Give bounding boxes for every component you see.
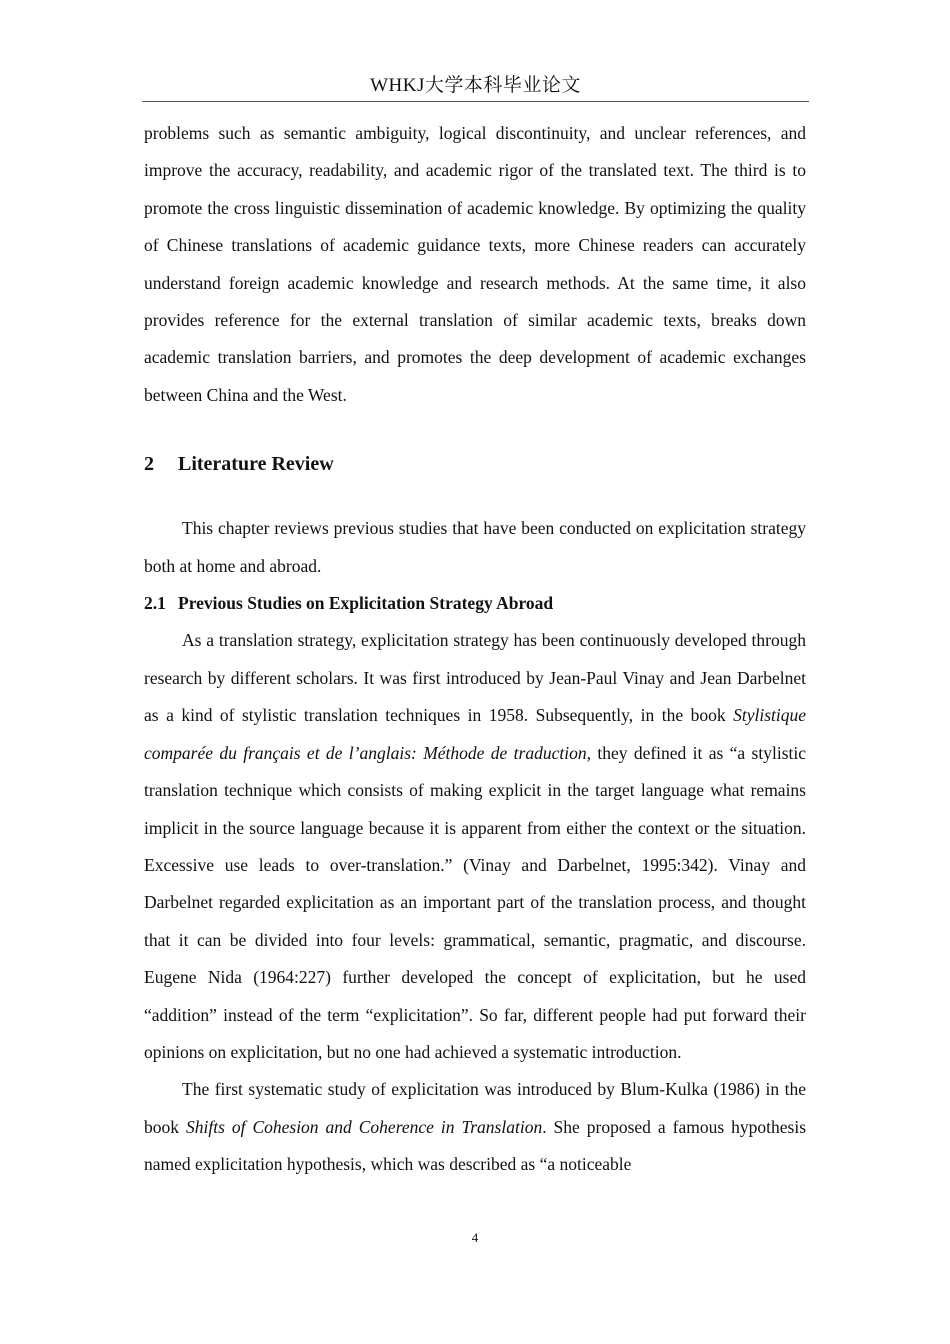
subsection-heading (144, 585, 806, 622)
header-rule (142, 101, 809, 102)
page-number: 4 (471, 1230, 479, 1245)
paragraph (144, 1071, 806, 1183)
paragraph: This chapter reviews previous studies that have been conducted on explicitation strategy both at home and abroad. (144, 518, 806, 576)
page-body (144, 115, 806, 1184)
paragraph: problems such as semantic ambiguity, logical discontinuity, and unclear references, and improve the accuracy, readability, and academic rigor of the translated text. The third is to promote the cross linguistic dissemination of academic knowledge. By optimizing the quality of Chinese translations of academic guidance texts, more Chinese readers can accurately understand foreign academic knowledge and research methods. At the same time, it also provides reference for the external translation of similar academic texts, breaks down academic translation barriers, and promotes the deep development of academic exchanges between China and the West. (144, 123, 806, 405)
book-title: Shifts of Cohesion and Coherence in Translation (185, 1116, 543, 1137)
section-number: 2 (144, 453, 154, 476)
subsection-title: Previous Studies on Explicitation Strategy Abroad (178, 593, 554, 614)
text-run: , they defined it as “a stylistic translation technique which consists of making explicit in the target language what remains implicit in the source language because it is apparent from either the context or the situation. Excessive use leads to over-translation.” (Vinay and Darbelnet, 1995:342). Vinay and Darbelnet regarded explicitation as an important part of the translation process, and thought that it can be divided into four levels: grammatical, semantic, pragmatic, and discourse. Eugene Nida (1964:227) further developed the concept of explicitation, but he used “addition” instead of the term “explicitation”. So far, different people had put forward their opinions on explicitation, but no one had achieved a systematic introduction. (144, 742, 807, 1062)
text-run: . She proposed a famous hypothesis named explicitation hypothesis, which was described as “a noticeable (144, 1116, 807, 1175)
running-header: WHKJ大学本科毕业论文 (370, 75, 581, 96)
text-run: The first systematic study of explicitation was introduced by Blum-Kulka (1986) in the book (144, 1079, 806, 1137)
section-heading (144, 448, 806, 480)
section-title: Literature Review (178, 453, 334, 476)
text-run: As a translation strategy, explicitation strategy has been continuously developed through research by different scholars. It was first introduced by Jean-Paul Vinay and Jean Darbelnet as a kind of stylistic translation techniques in 1958. Subsequently, in the book (144, 630, 806, 726)
paragraph (144, 622, 806, 1071)
book-title: Stylistique comparée du français et de l’anglais: Méthode de traduction (144, 705, 806, 763)
subsection-number: 2.1 (144, 593, 166, 614)
